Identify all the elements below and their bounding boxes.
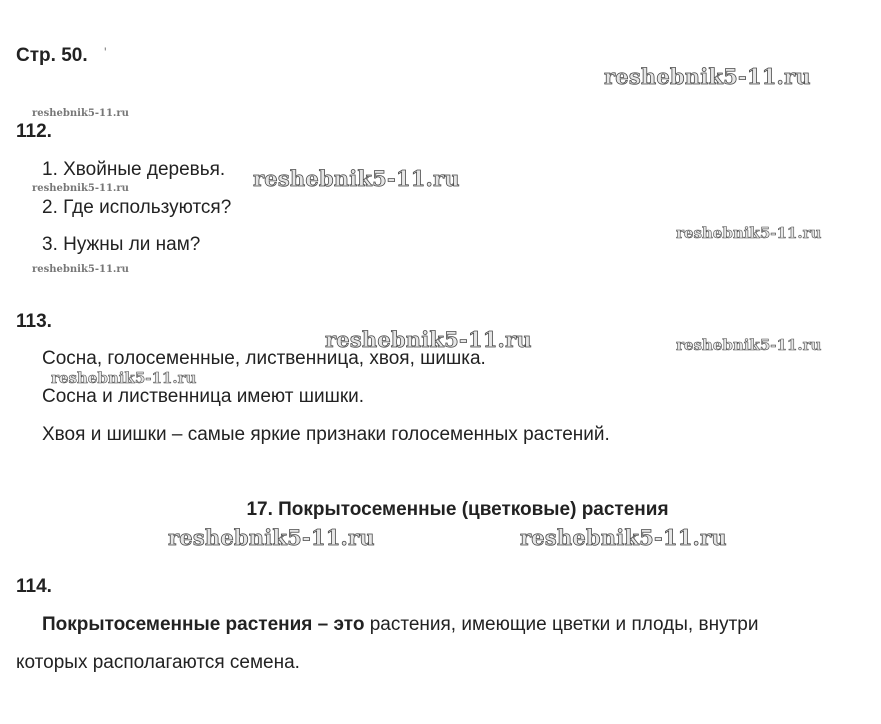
- watermark: reshebnik5-11.ru: [604, 64, 811, 89]
- answer-line: Хвоя и шишки – самые яркие признаки голосеменных растений.: [42, 424, 610, 445]
- exercise-number-112: 112.: [16, 121, 52, 142]
- chapter-title: [0, 499, 881, 521]
- page-label: Стр. 50.: [16, 45, 88, 66]
- answer-line: Сосна и лиственница имеют шишки.: [42, 386, 365, 407]
- watermark: reshebnik5-11.ru: [253, 166, 460, 191]
- watermark: reshebnik5-11.ru: [325, 327, 532, 352]
- answer-line: Сосна, голосеменные, лиственница, хвоя, шишка.: [42, 348, 486, 369]
- watermark: reshebnik5-11.ru: [520, 525, 727, 550]
- watermark: reshebnik5-11.ru: [168, 525, 375, 550]
- watermark: reshebnik5-11.ru: [51, 369, 197, 387]
- list-item: 1. Хвойные деревья.: [42, 159, 226, 180]
- watermark: reshebnik5-11.ru: [32, 183, 129, 194]
- watermark: reshebnik5-11.ru: [32, 264, 129, 275]
- list-item: 2. Где используются?: [42, 197, 232, 218]
- exercise-number-113: 113.: [16, 311, 52, 332]
- watermark: reshebnik5-11.ru: [676, 224, 822, 242]
- definition-text: растения, имеющие цветки и плоды, внутри: [364, 614, 759, 635]
- definition-line: [42, 614, 758, 636]
- page-tick-mark: ': [104, 44, 107, 60]
- definition-continuation: которых располагаются семена.: [16, 652, 300, 673]
- watermark: reshebnik5-11.ru: [676, 336, 822, 354]
- list-item: 3. Нужны ли нам?: [42, 234, 201, 255]
- watermark: reshebnik5-11.ru: [32, 108, 129, 119]
- definition-term: Покрытосеменные растения – это: [42, 614, 365, 635]
- chapter-title-text: 17. Покрытосеменные (цветковые) растения: [246, 499, 669, 520]
- exercise-number-114: 114.: [16, 576, 52, 597]
